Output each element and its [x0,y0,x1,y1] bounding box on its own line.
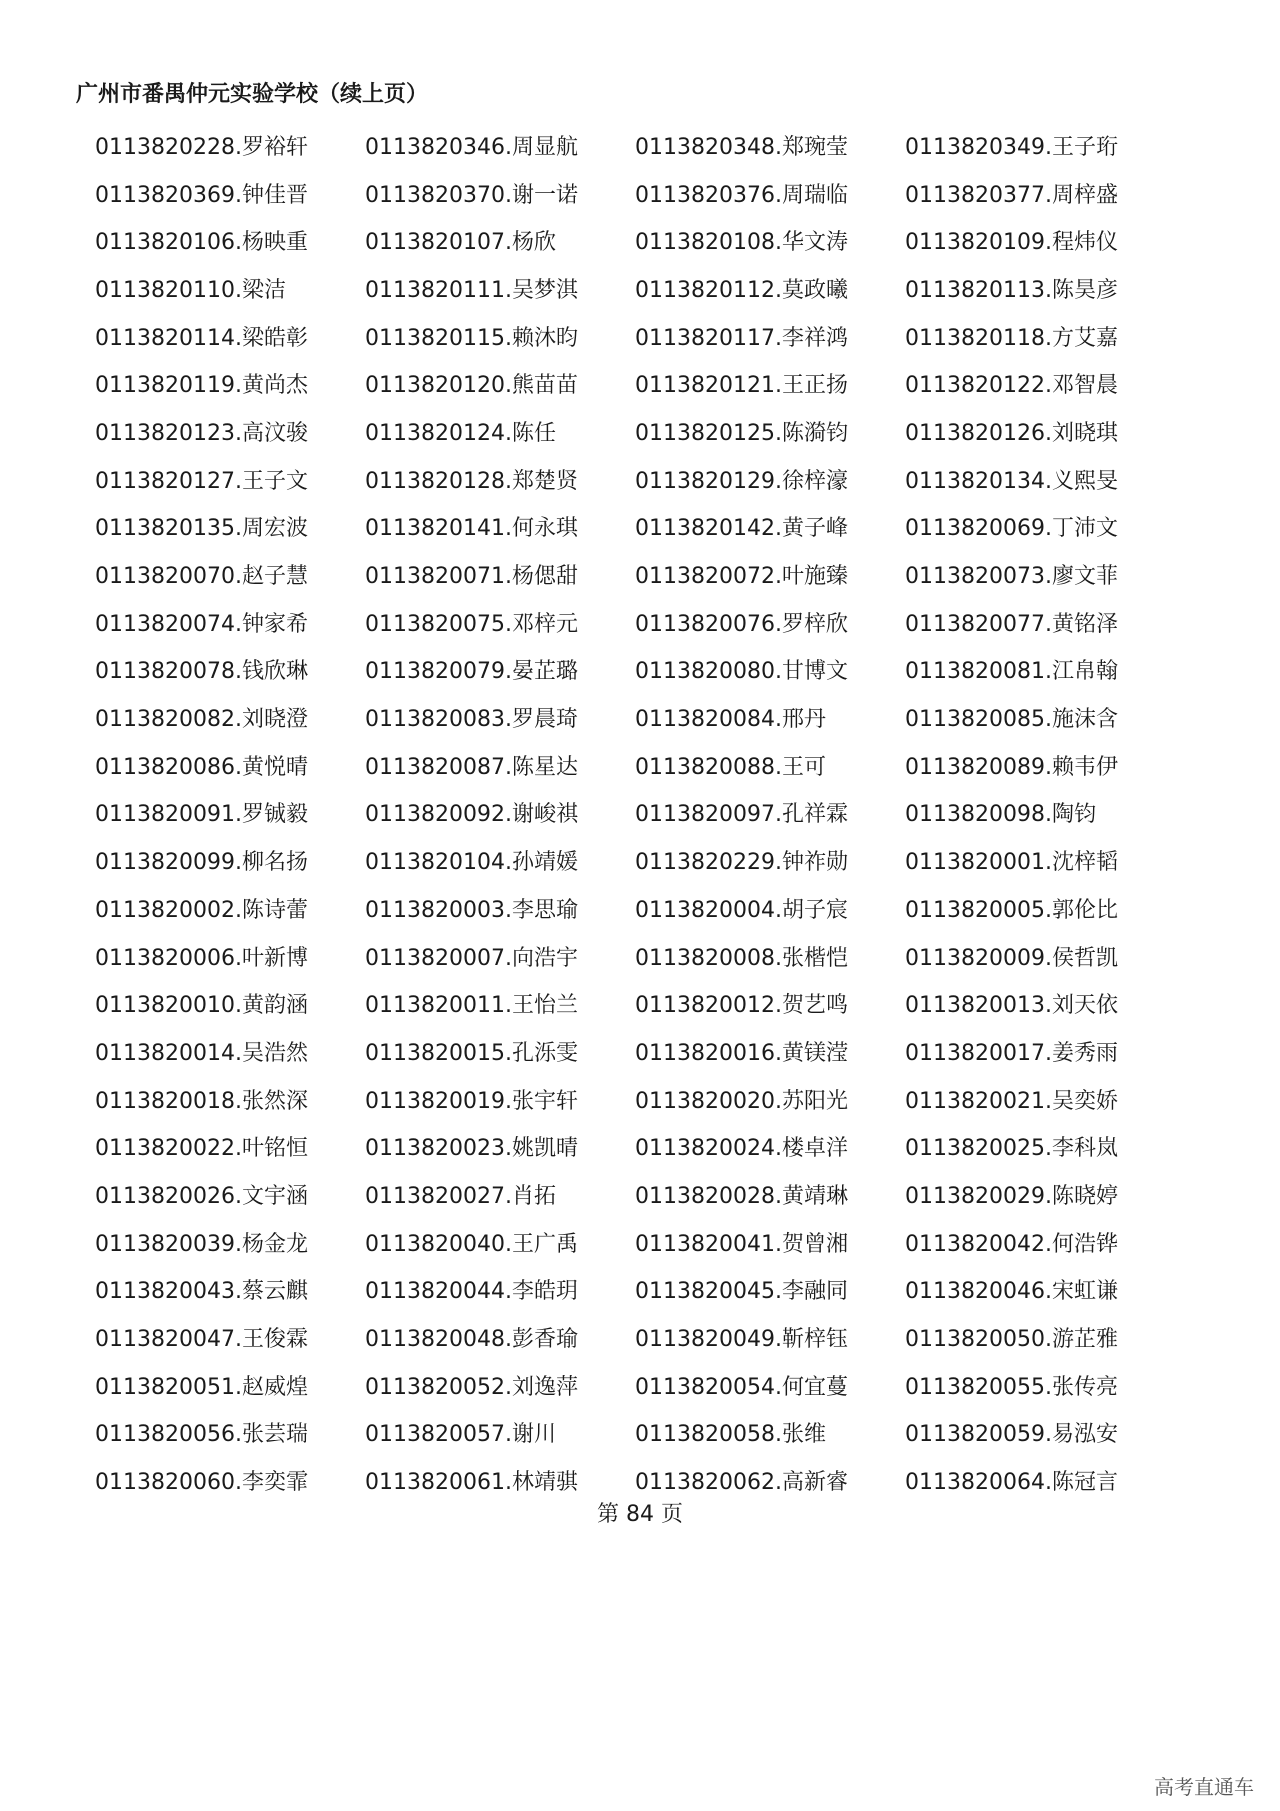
list-item: 0113820027.肖拓 [365,1183,556,1209]
list-item: 0113820070.赵子慧 [95,564,308,590]
list-item: 0113820059.易泓安 [905,1422,1118,1448]
list-item: 0113820049.靳梓钰 [635,1327,848,1353]
list-item: 0113820044.李皓玥 [365,1279,578,1305]
list-item: 0113820052.刘逸萍 [365,1374,578,1400]
list-item: 0113820228.罗裕轩 [95,134,308,160]
list-item: 0113820061.林靖骐 [365,1470,578,1496]
list-item: 0113820349.王子珩 [905,134,1118,160]
list-item: 0113820003.李思瑜 [365,897,578,923]
school-heading: 广州市番禺仲元实验学校（续上页） [76,82,429,107]
list-item: 0113820050.游芷雅 [905,1327,1118,1353]
list-item: 0113820114.梁皓彰 [95,325,308,351]
list-item: 0113820126.刘晓琪 [905,420,1118,446]
list-item: 0113820002.陈诗蕾 [95,897,308,923]
list-item: 0113820086.黄悦晴 [95,754,308,780]
list-item: 0113820129.徐梓濠 [635,468,848,494]
page-number: 第 84 页 [597,1502,683,1527]
list-item: 0113820092.谢峻祺 [365,802,578,828]
list-item: 0113820108.华文涛 [635,230,848,256]
list-item: 0113820117.李祥鸿 [635,325,848,351]
list-item: 0113820047.王俊霖 [95,1327,308,1353]
list-item: 0113820091.罗铖毅 [95,802,308,828]
list-item: 0113820017.姜秀雨 [905,1040,1118,1066]
list-item: 0113820015.孔泺雯 [365,1040,578,1066]
list-item: 0113820012.贺艺鸣 [635,993,848,1019]
list-item: 0113820348.郑琬莹 [635,134,848,160]
list-item: 0113820125.陈漪钧 [635,420,848,446]
list-item: 0113820112.莫政曦 [635,277,848,303]
list-item: 0113820019.张宇轩 [365,1088,578,1114]
list-item: 0113820069.丁沛文 [905,516,1118,542]
list-item: 0113820008.张楷恺 [635,945,848,971]
list-item: 0113820078.钱欣琳 [95,659,308,685]
list-item: 0113820009.侯哲凯 [905,945,1118,971]
list-item: 0113820079.晏芷璐 [365,659,578,685]
list-item: 0113820097.孔祥霖 [635,802,848,828]
list-item: 0113820106.杨映重 [95,230,308,256]
list-item: 0113820064.陈冠言 [905,1470,1118,1496]
list-item: 0113820060.李奕霏 [95,1470,308,1496]
list-item: 0113820115.赖沐昀 [365,325,578,351]
list-item: 0113820123.高汶骏 [95,420,308,446]
list-item: 0113820025.李科岚 [905,1136,1118,1162]
list-item: 0113820346.周显航 [365,134,578,160]
list-item: 0113820022.叶铭恒 [95,1136,308,1162]
list-item: 0113820001.沈梓韬 [905,850,1118,876]
list-item: 0113820042.何浩铧 [905,1231,1118,1257]
list-item: 0113820039.杨金龙 [95,1231,308,1257]
list-item: 0113820107.杨欣 [365,230,556,256]
list-item: 0113820006.叶新博 [95,945,308,971]
list-item: 0113820029.陈晓婷 [905,1183,1118,1209]
list-item: 0113820048.彭香瑜 [365,1327,578,1353]
list-item: 0113820055.张传亮 [905,1374,1118,1400]
list-item: 0113820099.柳名扬 [95,850,308,876]
list-item: 0113820104.孙靖媛 [365,850,578,876]
list-item: 0113820229.钟祚勋 [635,850,848,876]
admission-list-grid [95,124,1215,1507]
list-item: 0113820122.邓智晨 [905,373,1118,399]
list-item: 0113820087.陈星达 [365,754,578,780]
list-item: 0113820142.黄子峰 [635,516,848,542]
list-item: 0113820071.杨偲甜 [365,564,578,590]
list-item: 0113820370.谢一诺 [365,182,578,208]
list-item: 0113820018.张然深 [95,1088,308,1114]
list-item: 0113820005.郭伦比 [905,897,1118,923]
list-item: 0113820013.刘天依 [905,993,1118,1019]
list-item: 0113820141.何永琪 [365,516,578,542]
list-item: 0113820085.施沫含 [905,707,1118,733]
list-item: 0113820026.文宇涵 [95,1183,308,1209]
list-item: 0113820041.贺曾湘 [635,1231,848,1257]
list-item: 0113820118.方艾嘉 [905,325,1118,351]
list-item: 0113820072.叶施臻 [635,564,848,590]
list-item: 0113820128.郑楚贤 [365,468,578,494]
list-item: 0113820080.甘博文 [635,659,848,685]
list-item: 0113820054.何宜蔓 [635,1374,848,1400]
list-item: 0113820077.黄铭泽 [905,611,1118,637]
list-item: 0113820081.江帛翰 [905,659,1118,685]
list-item: 0113820089.赖韦伊 [905,754,1118,780]
list-item: 0113820111.吴梦淇 [365,277,578,303]
list-item: 0113820023.姚凯晴 [365,1136,578,1162]
list-item: 0113820076.罗梓欣 [635,611,848,637]
list-item: 0113820051.赵威煌 [95,1374,308,1400]
list-item: 0113820124.陈任 [365,420,556,446]
list-item: 0113820062.高新睿 [635,1470,848,1496]
list-item: 0113820057.谢川 [365,1422,556,1448]
list-item: 0113820088.王可 [635,754,826,780]
list-item: 0113820016.黄镁滢 [635,1040,848,1066]
list-item: 0113820109.程炜仪 [905,230,1118,256]
list-item: 0113820134.义熙旻 [905,468,1118,494]
list-item: 0113820110.梁洁 [95,277,286,303]
list-item: 0113820098.陶钧 [905,802,1096,828]
list-item: 0113820040.王广禹 [365,1231,578,1257]
list-item: 0113820127.王子文 [95,468,308,494]
list-item: 0113820020.苏阳光 [635,1088,848,1114]
list-item: 0113820014.吴浩然 [95,1040,308,1066]
list-item: 0113820028.黄靖琳 [635,1183,848,1209]
list-item: 0113820082.刘晓澄 [95,707,308,733]
list-item: 0113820043.蔡云麒 [95,1279,308,1305]
list-item: 0113820074.钟家希 [95,611,308,637]
list-item: 0113820135.周宏波 [95,516,308,542]
list-item: 0113820021.吴奕娇 [905,1088,1118,1114]
list-item: 0113820058.张维 [635,1422,826,1448]
list-item: 0113820056.张芸瑞 [95,1422,308,1448]
list-item: 0113820113.陈昊彦 [905,277,1118,303]
list-item: 0113820084.邢丹 [635,707,826,733]
list-item: 0113820073.廖文菲 [905,564,1118,590]
list-item: 0113820119.黄尚杰 [95,373,308,399]
list-item: 0113820377.周梓盛 [905,182,1118,208]
list-item: 0113820075.邓梓元 [365,611,578,637]
list-item: 0113820121.王正扬 [635,373,848,399]
list-item: 0113820024.楼卓洋 [635,1136,848,1162]
list-item: 0113820045.李融同 [635,1279,848,1305]
list-item: 0113820083.罗晨琦 [365,707,578,733]
list-item: 0113820369.钟佳晋 [95,182,308,208]
list-item: 0113820120.熊苗苗 [365,373,578,399]
list-item: 0113820046.宋虹谦 [905,1279,1118,1305]
watermark-text: 高考直通车 [1154,1775,1254,1799]
list-item: 0113820007.向浩宇 [365,945,578,971]
list-item: 0113820376.周瑞临 [635,182,848,208]
list-item: 0113820010.黄韵涵 [95,993,308,1019]
list-item: 0113820004.胡子宸 [635,897,848,923]
list-item: 0113820011.王怡兰 [365,993,578,1019]
